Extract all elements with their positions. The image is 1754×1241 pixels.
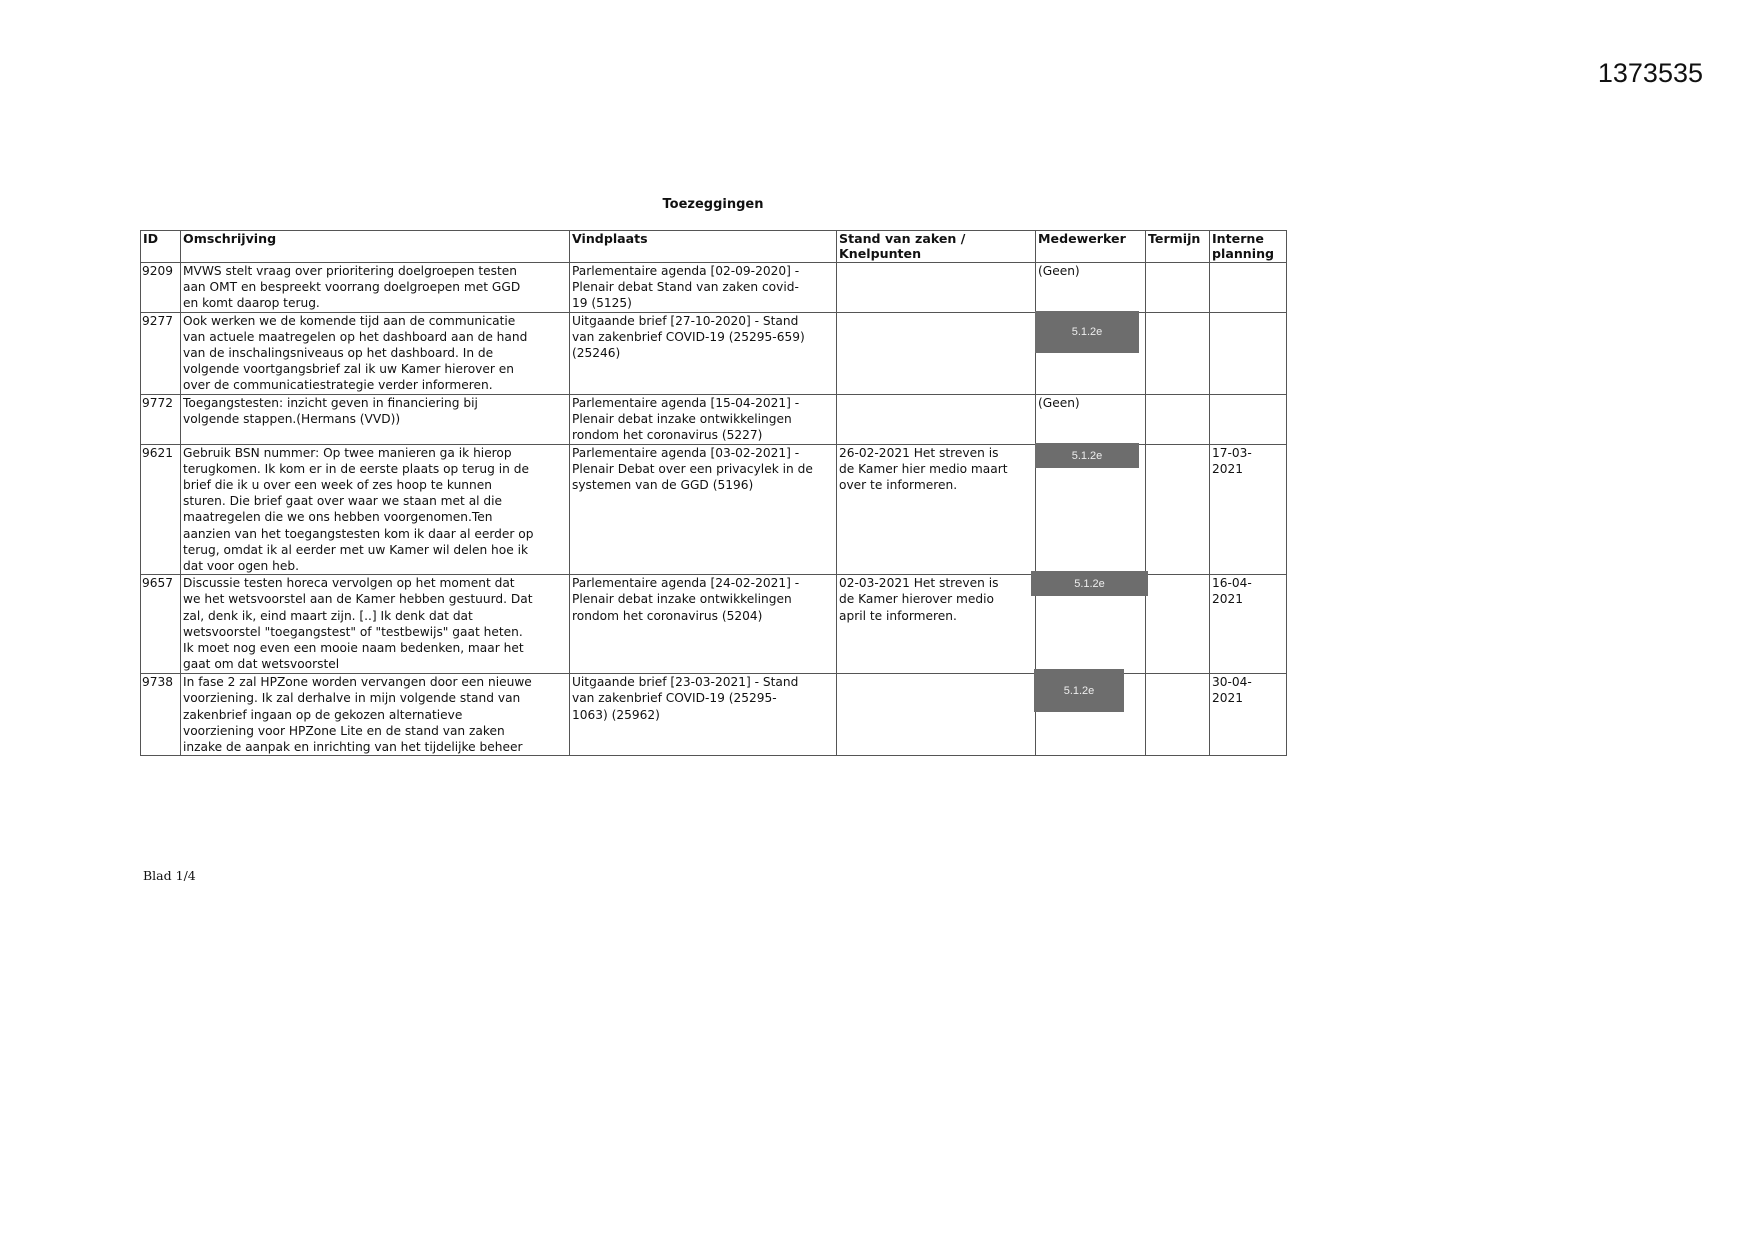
cell-medewerker: (Geen) (1036, 263, 1146, 313)
redaction-box: 5.1.2e (1035, 311, 1139, 353)
cell-medewerker: (Geen) (1036, 394, 1146, 444)
cell-vindplaats: Uitgaande brief [27-10-2020] - Stand van zakenbrief COVID-19 (25295-659) (25246) (570, 312, 837, 394)
column-header-vindplaats: Vindplaats (570, 231, 837, 263)
cell-stand (837, 263, 1036, 313)
cell-termijn (1146, 312, 1210, 394)
column-header-medewerker: Medewerker (1036, 231, 1146, 263)
cell-stand: 26-02-2021 Het streven is de Kamer hier medio maart over te informeren. (837, 444, 1036, 575)
cell-id: 9657 (141, 575, 181, 674)
page-footer: Blad 1/4 (143, 868, 196, 883)
table-header-row (141, 231, 1287, 263)
cell-vindplaats: Parlementaire agenda [02-09-2020] - Plenair debat Stand van zaken covid- 19 (5125) (570, 263, 837, 313)
table-row (141, 263, 1287, 313)
cell-planning (1210, 394, 1287, 444)
cell-omschrijving: Gebruik BSN nummer: Op twee manieren ga ik hierop terugkomen. Ik kom er in de eerste plaats op terug in de brief die ik u over een week of zes hoop te kunnen sturen. Die brief gaat over waar we staan met al die maatregelen die we ons hebben voorgenomen.Ten aanzien van het toegangstesten kom ik daar al eerder op terug, omdat ik al eerder met uw Kamer wil delen hoe ik dat voor ogen heb. (181, 444, 570, 575)
table-row (141, 394, 1287, 444)
page-title: Toezeggingen (662, 197, 764, 212)
cell-planning (1210, 263, 1287, 313)
cell-omschrijving: MVWS stelt vraag over prioritering doelgroepen testen aan OMT en bespreekt voorrang doelgroepen met GGD en komt daarop terug. (181, 263, 570, 313)
column-header-planning: Interne planning (1210, 231, 1287, 263)
document-number: 1373535 (1597, 58, 1703, 88)
redaction-box: 5.1.2e (1034, 669, 1124, 712)
column-header-omschrijving: Omschrijving (181, 231, 570, 263)
cell-stand: 02-03-2021 Het streven is de Kamer hierover medio april te informeren. (837, 575, 1036, 674)
cell-termijn (1146, 444, 1210, 575)
cell-id: 9277 (141, 312, 181, 394)
cell-planning: 30-04- 2021 (1210, 674, 1287, 756)
cell-vindplaats: Uitgaande brief [23-03-2021] - Stand van zakenbrief COVID-19 (25295- 1063) (25962) (570, 674, 837, 756)
cell-termijn (1146, 263, 1210, 313)
cell-vindplaats: Parlementaire agenda [15-04-2021] - Plenair debat inzake ontwikkelingen rondom het coronavirus (5227) (570, 394, 837, 444)
cell-termijn (1146, 394, 1210, 444)
redaction-box: 5.1.2e (1035, 443, 1139, 468)
column-header-id: ID (141, 231, 181, 263)
cell-stand (837, 394, 1036, 444)
cell-termijn (1146, 575, 1210, 674)
column-header-termijn: Termijn (1146, 231, 1210, 263)
cell-stand (837, 312, 1036, 394)
redaction-box: 5.1.2e (1031, 571, 1148, 596)
cell-omschrijving: Toegangstesten: inzicht geven in financiering bij volgende stappen.(Hermans (VVD)) (181, 394, 570, 444)
cell-id: 9209 (141, 263, 181, 313)
cell-vindplaats: Parlementaire agenda [24-02-2021] - Plenair debat inzake ontwikkelingen rondom het coronavirus (5204) (570, 575, 837, 674)
cell-stand (837, 674, 1036, 756)
cell-omschrijving: Discussie testen horeca vervolgen op het moment dat we het wetsvoorstel aan de Kamer hebben gestuurd. Dat zal, denk ik, eind maart zijn. [..] Ik denk dat dat wetsvoorstel "toegangstest" of "testbewijs" gaat heten. Ik moet nog even een mooie naam bedenken, maar het gaat om dat wetsvoorstel (181, 575, 570, 674)
cell-omschrijving: Ook werken we de komende tijd aan de communicatie van actuele maatregelen op het dashboard aan de hand van de inschalingsniveaus op het dashboard. In de volgende voortgangsbrief zal ik uw Kamer hierover en over de communicatiestrategie verder informeren. (181, 312, 570, 394)
cell-planning: 16-04- 2021 (1210, 575, 1287, 674)
cell-id: 9772 (141, 394, 181, 444)
cell-id: 9738 (141, 674, 181, 756)
cell-planning (1210, 312, 1287, 394)
cell-vindplaats: Parlementaire agenda [03-02-2021] - Plenair Debat over een privacylek in de systemen van de GGD (5196) (570, 444, 837, 575)
cell-planning: 17-03- 2021 (1210, 444, 1287, 575)
cell-id: 9621 (141, 444, 181, 575)
column-header-stand: Stand van zaken / Knelpunten (837, 231, 1036, 263)
cell-omschrijving: In fase 2 zal HPZone worden vervangen door een nieuwe voorziening. Ik zal derhalve in mijn volgende stand van zakenbrief ingaan op de gekozen alternatieve voorziening voor HPZone Lite en de stand van zaken inzake de aanpak en inrichting van het tijdelijke beheer (181, 674, 570, 756)
cell-termijn (1146, 674, 1210, 756)
